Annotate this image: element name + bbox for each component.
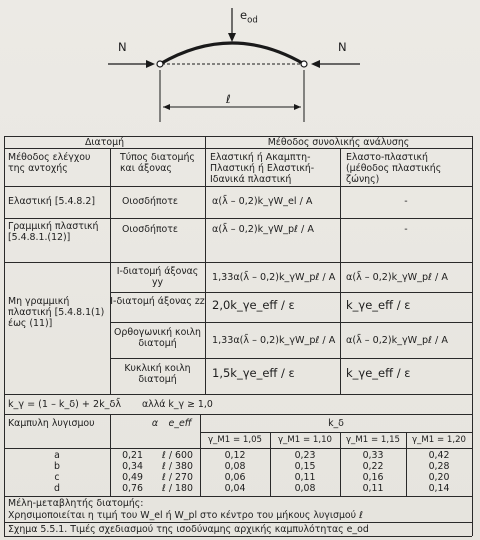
kd-a-115: 0,33 — [362, 450, 384, 461]
gamma-115-header: γ_M1 = 1,15 — [345, 435, 401, 445]
force-right-label: N — [338, 40, 347, 54]
curve-a: a — [54, 450, 60, 461]
curve-b: b — [54, 461, 60, 472]
footnote-title: Μέλη-μεταβλητής διατομής: — [8, 498, 144, 509]
eeff-b: ℓ / 380 — [162, 461, 193, 472]
methods-header: Μέθοδος συνολικής ανάλυσης — [267, 137, 410, 148]
kd-d-120: 0,14 — [428, 483, 450, 494]
kd-b-115: 0,22 — [362, 461, 384, 472]
alpha-d: 0,76 — [122, 483, 143, 494]
curve-d: d — [54, 483, 60, 494]
eeff-d: ℓ / 180 — [162, 483, 193, 494]
row-elastic-formula: 1,33α(λ̄ – 0,2)k_γW_pℓ / A — [212, 272, 336, 283]
ky-note: αλλά k_γ ≥ 1,0 — [142, 399, 213, 410]
curve-c: c — [54, 472, 60, 483]
gamma-110-header: γ_M1 = 1,10 — [277, 435, 333, 445]
row-plastic-formula: k_γe_eff / ε — [346, 366, 411, 380]
curved-member — [160, 43, 304, 64]
kd-a-110: 0,23 — [294, 450, 316, 461]
row-plastic-formula: k_γe_eff / ε — [346, 298, 411, 312]
section-header: Διατομή — [84, 137, 125, 148]
col-elastoplastic: Ελαστο-πλαστική (μέθοδος πλαστικής ζώνης) — [346, 152, 442, 185]
eeff-header: e_eff — [168, 418, 192, 429]
ky-formula: k_γ = (1 – k_δ) + 2k_δλ̄ — [8, 399, 122, 410]
kd-c-110: 0,11 — [294, 472, 316, 483]
row-elastic-formula: 1,33α(λ̄ – 0,2)k_γW_pℓ / A — [212, 335, 336, 346]
row-elastic-formula: α(λ̄ – 0,2)k_γW_el / A — [212, 196, 313, 207]
kd-d-110: 0,08 — [294, 483, 316, 494]
row-plastic-formula: - — [404, 196, 408, 207]
alpha-header: α — [151, 418, 159, 429]
row-method: Ελαστική [5.4.8.2] — [8, 196, 95, 207]
kd-a-105: 0,12 — [224, 450, 246, 461]
row-type: Οιοσδήποτε — [122, 196, 178, 207]
row-type: Ι-διατομή άξονας yy — [116, 266, 199, 288]
right-node — [301, 61, 307, 67]
row-type: Κυκλική κοιλη διατομή — [124, 363, 191, 385]
row-type: Ορθογωνική κοιλη διατομή — [114, 327, 201, 349]
row-elastic-formula: 2,0k_γe_eff / ε — [212, 298, 295, 312]
row-type: Οιοσδήποτε — [122, 224, 178, 235]
kd-d-115: 0,11 — [362, 483, 384, 494]
length-label: ℓ — [226, 92, 231, 106]
eeff-c: ℓ / 270 — [162, 472, 193, 483]
gamma-105-header: γ_M1 = 1,05 — [207, 435, 263, 445]
eeff-a: ℓ / 600 — [162, 450, 193, 461]
figure-caption: Σχημα 5.5.1. Τιμές σχεδιασμού της ισοδύναμης αρχικής καμπυλότητας e_od — [8, 524, 369, 535]
row-plastic-formula: - — [404, 224, 408, 235]
kd-b-120: 0,28 — [428, 461, 450, 472]
kd-a-120: 0,42 — [428, 450, 450, 461]
row-plastic-formula: α(λ̄ – 0,2)k_γW_pℓ / A — [346, 335, 448, 346]
row-plastic-formula: α(λ̄ – 0,2)k_γW_pℓ / A — [346, 272, 448, 283]
kd-d-105: 0,04 — [224, 483, 246, 494]
kd-c-120: 0,20 — [428, 472, 450, 483]
row-method: Γραμμική πλαστική [5.4.8.1.(12)] — [8, 221, 99, 243]
alpha-a: 0,21 — [122, 450, 143, 461]
kd-c-105: 0,06 — [224, 472, 246, 483]
alpha-b: 0,34 — [122, 461, 143, 472]
kd-b-110: 0,15 — [294, 461, 316, 472]
force-left-label: N — [118, 40, 127, 54]
row-type: Ι-διατομή άξονας zz — [110, 296, 205, 307]
alpha-c: 0,49 — [122, 472, 143, 483]
col-check-method: Μέθοδος ελέγχου της αντοχής — [8, 152, 91, 174]
gamma-120-header: γ_M1 = 1,20 — [411, 435, 467, 445]
kd-header: k_δ — [328, 418, 344, 429]
row-elastic-formula: 1,5k_γe_eff / ε — [212, 366, 295, 380]
curve-header: Καμπυλη λυγισμου — [8, 418, 95, 429]
kd-c-115: 0,16 — [362, 472, 384, 483]
load-label: $e_{od}$ — [240, 8, 258, 26]
kd-b-105: 0,08 — [224, 461, 246, 472]
left-node — [157, 61, 163, 67]
col-section-type: Τύπος διατομής και άξονας — [120, 152, 195, 174]
row-elastic-formula: α(λ̄ – 0,2)k_γW_pℓ / A — [212, 224, 314, 235]
row-method: Μη γραμμική πλαστική [5.4.8.1(1) έως (11)] — [8, 296, 105, 329]
col-elastic: Ελαστική ή Ακαμπτη-Πλαστική ή Ελαστική-Ιδανικά πλαστική — [210, 152, 315, 185]
footnote-text: Χρησιμοποιείται η τιμή του W_el ή W_pl στο κέντρο του μήκους λυγισμού ℓ — [8, 510, 363, 521]
